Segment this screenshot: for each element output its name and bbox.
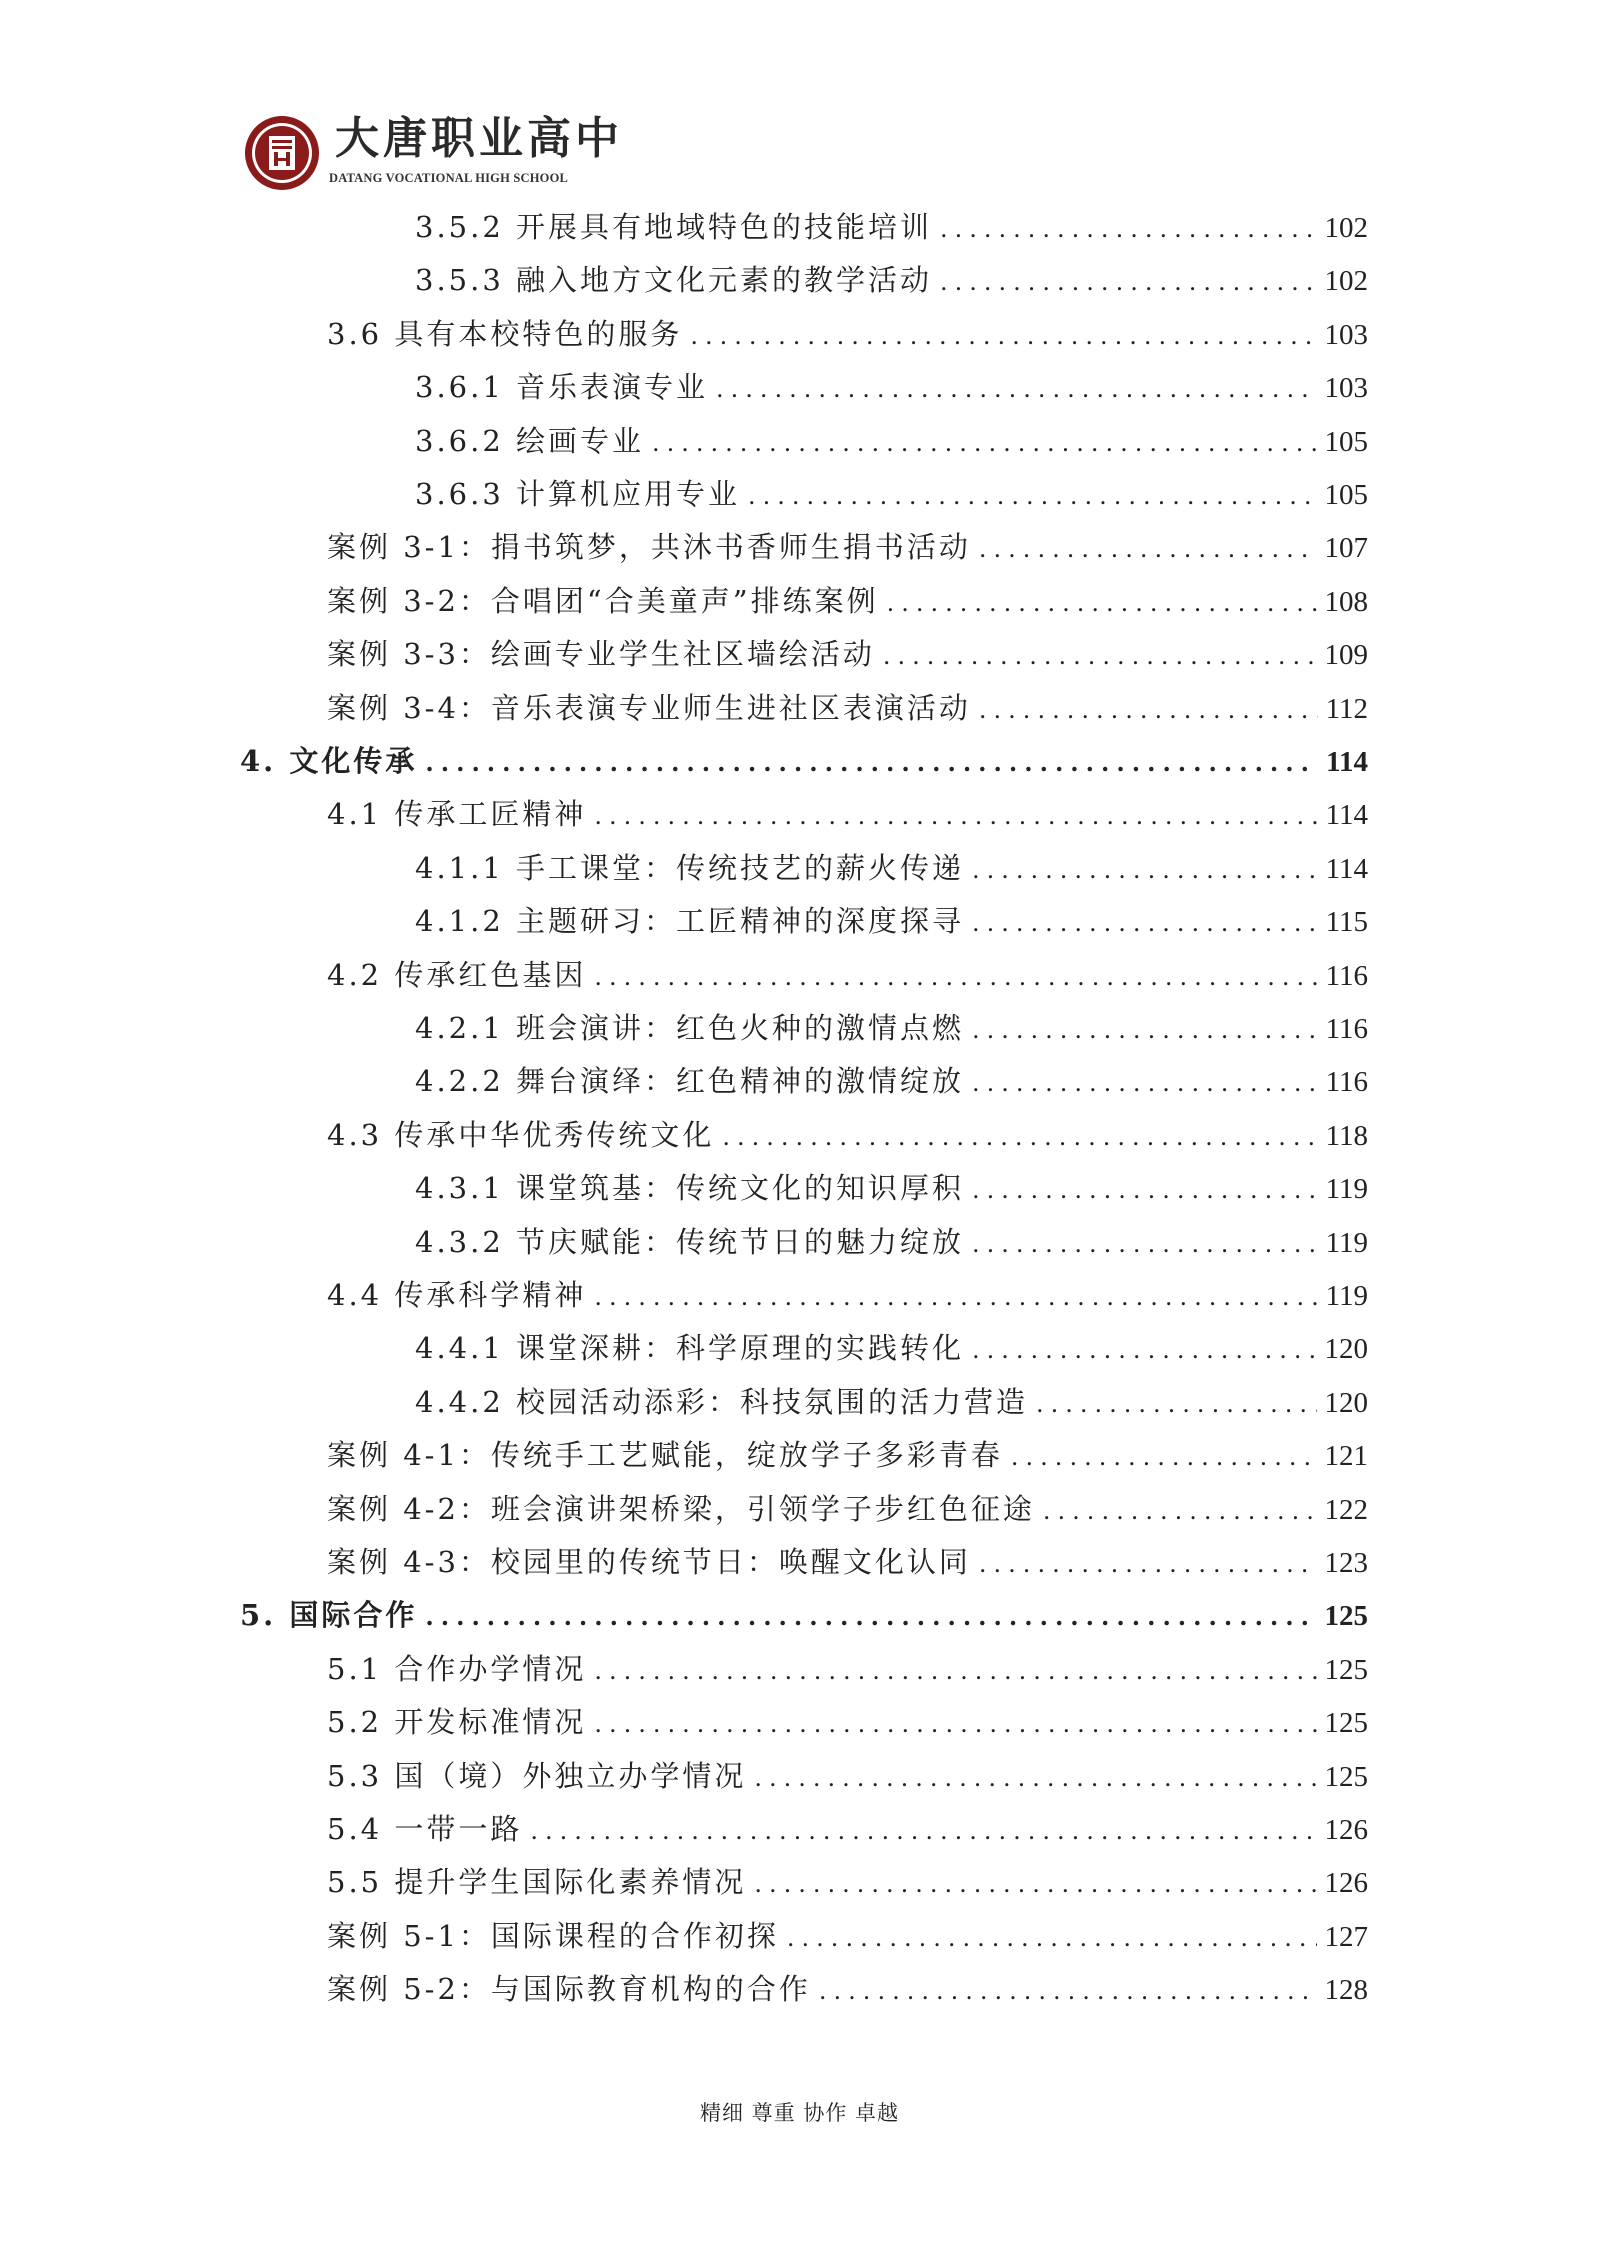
toc-dot-leader bbox=[940, 209, 1316, 249]
toc-dot-leader bbox=[652, 423, 1316, 463]
toc-entry-page-number: 126 bbox=[1324, 1814, 1368, 1846]
toc-entry-title: 3.6.3 计算机应用专业 bbox=[415, 477, 741, 511]
toc-entry[interactable] bbox=[415, 901, 1368, 941]
toc-dot-leader bbox=[972, 850, 1318, 890]
toc-entry-page-number: 103 bbox=[1324, 319, 1368, 351]
toc-entry-title: 3.5.2 开展具有地域特色的技能培训 bbox=[415, 210, 933, 244]
school-name-en: DATANG VOCATIONAL HIGH SCHOOL bbox=[329, 171, 569, 185]
toc-dot-leader bbox=[754, 1864, 1316, 1904]
toc-entry-title: 5.3 国（境）外独立办学情况 bbox=[327, 1759, 747, 1793]
toc-entry-title: 3.6.1 音乐表演专业 bbox=[415, 370, 709, 404]
toc-entry[interactable] bbox=[415, 207, 1368, 247]
toc-dot-leader bbox=[594, 1277, 1317, 1317]
toc-dot-leader bbox=[1043, 1491, 1317, 1531]
toc-entry[interactable] bbox=[327, 1916, 1368, 1956]
toc-entry-page-number: 114 bbox=[1325, 853, 1368, 885]
toc-entry-page-number: 107 bbox=[1324, 532, 1368, 564]
toc-dot-leader bbox=[530, 1811, 1316, 1851]
toc-entry-page-number: 128 bbox=[1324, 1974, 1368, 2006]
toc-dot-leader bbox=[972, 1010, 1318, 1050]
toc-entry[interactable] bbox=[327, 1275, 1368, 1315]
toc-entry[interactable] bbox=[240, 741, 1368, 781]
toc-dot-leader bbox=[972, 1330, 1316, 1370]
toc-entry-title: 5.1 合作办学情况 bbox=[327, 1652, 587, 1686]
toc-entry-page-number: 105 bbox=[1324, 479, 1368, 511]
toc-entry-title: 案例 3-1：捐书筑梦，共沐书香师生捐书活动 bbox=[327, 530, 971, 564]
toc-entry-page-number: 105 bbox=[1324, 426, 1368, 458]
toc-entry-page-number: 125 bbox=[1324, 1707, 1368, 1739]
toc-entry[interactable] bbox=[415, 1328, 1368, 1368]
toc-dot-leader bbox=[972, 1170, 1318, 1210]
toc-entry[interactable] bbox=[327, 1649, 1368, 1689]
school-name-cn: 大唐职业高中 bbox=[335, 113, 623, 164]
toc-dot-leader bbox=[819, 1971, 1317, 2011]
toc-dot-leader bbox=[883, 636, 1317, 676]
toc-entry[interactable] bbox=[415, 1168, 1368, 1208]
toc-entry-page-number: 119 bbox=[1325, 1280, 1368, 1312]
toc-dot-leader bbox=[754, 1758, 1316, 1798]
toc-entry-title: 案例 4-3：校园里的传统节日：唤醒文化认同 bbox=[327, 1545, 971, 1579]
toc-dot-leader bbox=[1036, 1384, 1316, 1424]
toc-entry-page-number: 126 bbox=[1324, 1867, 1368, 1899]
toc-entry-title: 4.2.2 舞台演绎：红色精神的激情绽放 bbox=[415, 1064, 965, 1098]
toc-dot-leader bbox=[690, 316, 1316, 356]
toc-dot-leader bbox=[594, 957, 1317, 997]
toc-entry[interactable] bbox=[415, 260, 1368, 300]
toc-entry-page-number: 114 bbox=[1325, 799, 1368, 831]
toc-entry-title: 4.4.2 校园活动添彩：科技氛围的活力营造 bbox=[415, 1385, 1029, 1419]
toc-entry-title: 3.6.2 绘画专业 bbox=[415, 424, 645, 458]
toc-entry[interactable] bbox=[327, 1542, 1368, 1582]
toc-entry[interactable] bbox=[415, 1382, 1368, 1422]
toc-entry-title: 5.4 一带一路 bbox=[327, 1812, 523, 1846]
toc-entry[interactable] bbox=[327, 634, 1368, 674]
toc-entry-page-number: 102 bbox=[1324, 212, 1368, 244]
toc-entry-title: 案例 5-1：国际课程的合作初探 bbox=[327, 1919, 779, 1953]
toc-entry-title: 4.4.1 课堂深耕：科学原理的实践转化 bbox=[415, 1331, 965, 1365]
toc-dot-leader bbox=[722, 1117, 1317, 1157]
toc-dot-leader bbox=[748, 476, 1316, 516]
toc-entry-title: 4.2 传承红色基因 bbox=[327, 958, 587, 992]
toc-entry[interactable] bbox=[415, 1008, 1368, 1048]
toc-dot-leader bbox=[425, 1597, 1316, 1637]
toc-entry[interactable] bbox=[327, 581, 1368, 621]
toc-entry[interactable] bbox=[327, 1862, 1368, 1902]
toc-dot-leader bbox=[972, 1063, 1318, 1103]
toc-entry[interactable] bbox=[240, 1595, 1368, 1635]
toc-entry-page-number: 109 bbox=[1324, 639, 1368, 671]
toc-dot-leader bbox=[594, 1704, 1316, 1744]
toc-entry-page-number: 119 bbox=[1325, 1173, 1368, 1205]
toc-entry-page-number: 116 bbox=[1325, 960, 1368, 992]
school-seal-icon bbox=[243, 114, 321, 192]
footer-motto: 精细 尊重 协作 卓越 bbox=[699, 2101, 900, 2125]
toc-entry-page-number: 121 bbox=[1324, 1440, 1368, 1472]
toc-entry[interactable] bbox=[415, 1061, 1368, 1101]
toc-entry[interactable] bbox=[327, 955, 1368, 995]
toc-entry-title: 5. 国际合作 bbox=[240, 1598, 418, 1632]
toc-entry-page-number: 116 bbox=[1325, 1066, 1368, 1098]
toc-entry[interactable] bbox=[327, 1115, 1368, 1155]
toc-entry[interactable] bbox=[327, 794, 1368, 834]
toc-dot-leader bbox=[972, 903, 1318, 943]
toc-entry-title: 案例 5-2：与国际教育机构的合作 bbox=[327, 1972, 811, 2006]
toc-dot-leader bbox=[425, 743, 1318, 783]
toc-entry-title: 5.2 开发标准情况 bbox=[327, 1705, 587, 1739]
toc-dot-leader bbox=[972, 1224, 1318, 1264]
toc-entry[interactable] bbox=[327, 314, 1368, 354]
toc-entry-title: 案例 3-4：音乐表演专业师生进社区表演活动 bbox=[327, 691, 971, 725]
toc-entry-title: 案例 3-3：绘画专业学生社区墙绘活动 bbox=[327, 637, 875, 671]
toc-entry-page-number: 112 bbox=[1325, 693, 1368, 725]
toc-entry-page-number: 125 bbox=[1324, 1761, 1368, 1793]
toc-entry-title: 4.3.2 节庆赋能：传统节日的魅力绽放 bbox=[415, 1225, 965, 1259]
toc-entry-title: 案例 4-2：班会演讲架桥梁，引领学子步红色征途 bbox=[327, 1492, 1035, 1526]
toc-entry[interactable] bbox=[327, 1809, 1368, 1849]
toc-entry-page-number: 119 bbox=[1325, 1227, 1368, 1259]
toc-entry-page-number: 127 bbox=[1324, 1921, 1368, 1953]
toc-entry[interactable] bbox=[415, 421, 1368, 461]
toc-entry[interactable] bbox=[327, 1489, 1368, 1529]
toc-dot-leader bbox=[787, 1918, 1317, 1958]
toc-entry-title: 4.2.1 班会演讲：红色火种的激情点燃 bbox=[415, 1011, 965, 1045]
toc-entry-page-number: 115 bbox=[1325, 906, 1368, 938]
toc-entry[interactable] bbox=[327, 688, 1368, 728]
toc-entry-page-number: 123 bbox=[1324, 1547, 1368, 1579]
toc-entry-page-number: 120 bbox=[1324, 1387, 1368, 1419]
toc-entry[interactable] bbox=[327, 1756, 1368, 1796]
toc-entry-page-number: 120 bbox=[1324, 1333, 1368, 1365]
toc-dot-leader bbox=[979, 529, 1317, 569]
toc-entry-page-number: 118 bbox=[1325, 1120, 1368, 1152]
toc-entry-page-number: 102 bbox=[1324, 265, 1368, 297]
toc-entry[interactable] bbox=[415, 367, 1368, 407]
toc-entry[interactable] bbox=[327, 527, 1368, 567]
toc-dot-leader bbox=[979, 1544, 1317, 1584]
toc-entry-title: 4.4 传承科学精神 bbox=[327, 1278, 587, 1312]
toc-entry-title: 案例 4-1：传统手工艺赋能，绽放学子多彩青春 bbox=[327, 1438, 1003, 1472]
toc-entry[interactable] bbox=[327, 1702, 1368, 1742]
toc-dot-leader bbox=[594, 1651, 1316, 1691]
toc-dot-leader bbox=[1011, 1437, 1317, 1477]
toc-dot-leader bbox=[594, 796, 1317, 836]
toc-entry[interactable] bbox=[327, 1969, 1368, 2009]
toc-dot-leader bbox=[887, 583, 1317, 623]
toc-entry-page-number: 125 bbox=[1324, 1600, 1368, 1632]
toc-entry-title: 3.6 具有本校特色的服务 bbox=[327, 317, 683, 351]
page-header bbox=[243, 108, 643, 198]
toc-dot-leader bbox=[716, 369, 1316, 409]
toc-entry[interactable] bbox=[415, 1222, 1368, 1262]
toc-dot-leader bbox=[979, 690, 1318, 730]
toc-entry[interactable] bbox=[415, 474, 1368, 514]
toc-entry-page-number: 103 bbox=[1324, 372, 1368, 404]
toc-entry-title: 4.1.2 主题研习：工匠精神的深度探寻 bbox=[415, 904, 965, 938]
toc-entry-title: 案例 3-2：合唱团“合美童声”排练案例 bbox=[327, 584, 879, 618]
toc-entry[interactable] bbox=[327, 1435, 1368, 1475]
toc-entry-title: 4.1.1 手工课堂：传统技艺的薪火传递 bbox=[415, 851, 965, 885]
toc-entry-title: 4.3.1 课堂筑基：传统文化的知识厚积 bbox=[415, 1171, 965, 1205]
toc-entry-title: 5.5 提升学生国际化素养情况 bbox=[327, 1865, 747, 1899]
toc-entry-page-number: 108 bbox=[1324, 586, 1368, 618]
toc-entry-page-number: 125 bbox=[1324, 1654, 1368, 1686]
toc-entry-title: 4.1 传承工匠精神 bbox=[327, 797, 587, 831]
toc-entry-page-number: 122 bbox=[1324, 1494, 1368, 1526]
toc-entry-title: 3.5.3 融入地方文化元素的教学活动 bbox=[415, 263, 933, 297]
toc-entry[interactable] bbox=[415, 848, 1368, 888]
toc-dot-leader bbox=[940, 262, 1316, 302]
toc-entry-title: 4.3 传承中华优秀传统文化 bbox=[327, 1118, 715, 1152]
toc-entry-page-number: 114 bbox=[1326, 746, 1368, 778]
toc-entry-title: 4. 文化传承 bbox=[240, 744, 418, 778]
toc-entry-page-number: 116 bbox=[1325, 1013, 1368, 1045]
